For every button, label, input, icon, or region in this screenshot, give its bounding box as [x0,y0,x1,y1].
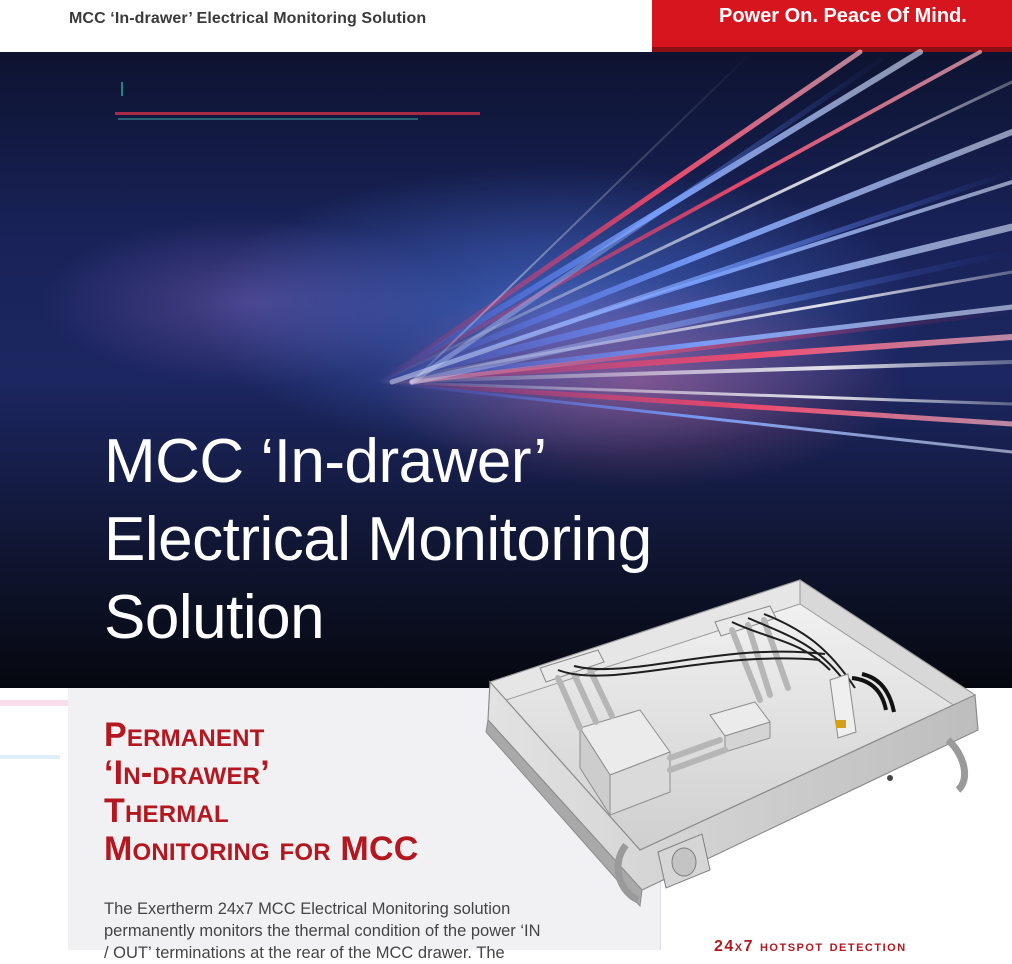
glitch-artifact [0,700,68,706]
document-title: MCC ‘In-drawer’ Electrical Monitoring Solution [69,10,427,27]
side-column-heading: 24x7 hotspot detection [714,938,907,955]
section-heading-line: ‘In-drawer’ [104,754,270,792]
glitch-artifact [118,118,418,120]
hero-title-line: Solution [104,583,325,652]
glitch-artifact [115,112,480,115]
top-bar [0,0,1012,52]
tagline-text: Power On. Peace Of Mind. [719,5,967,27]
hero-title-line: MCC ‘In-drawer’ [104,427,547,496]
mcc-drawer-illustration [470,570,1000,930]
section-heading-line: Monitoring for MCC [104,830,419,868]
section-heading-line: Permanent [104,716,265,754]
section-heading-line: Thermal [104,792,229,830]
hero-title-line: Electrical Monitoring [104,505,652,574]
glitch-artifact [121,82,123,96]
glitch-artifact [0,755,60,759]
body-paragraph: The Exertherm 24x7 MCC Electrical Monitoring solution permanently monitors the thermal condition of the power ‘IN / OUT’ terminations at the rear of the MCC drawer. The [104,900,541,962]
